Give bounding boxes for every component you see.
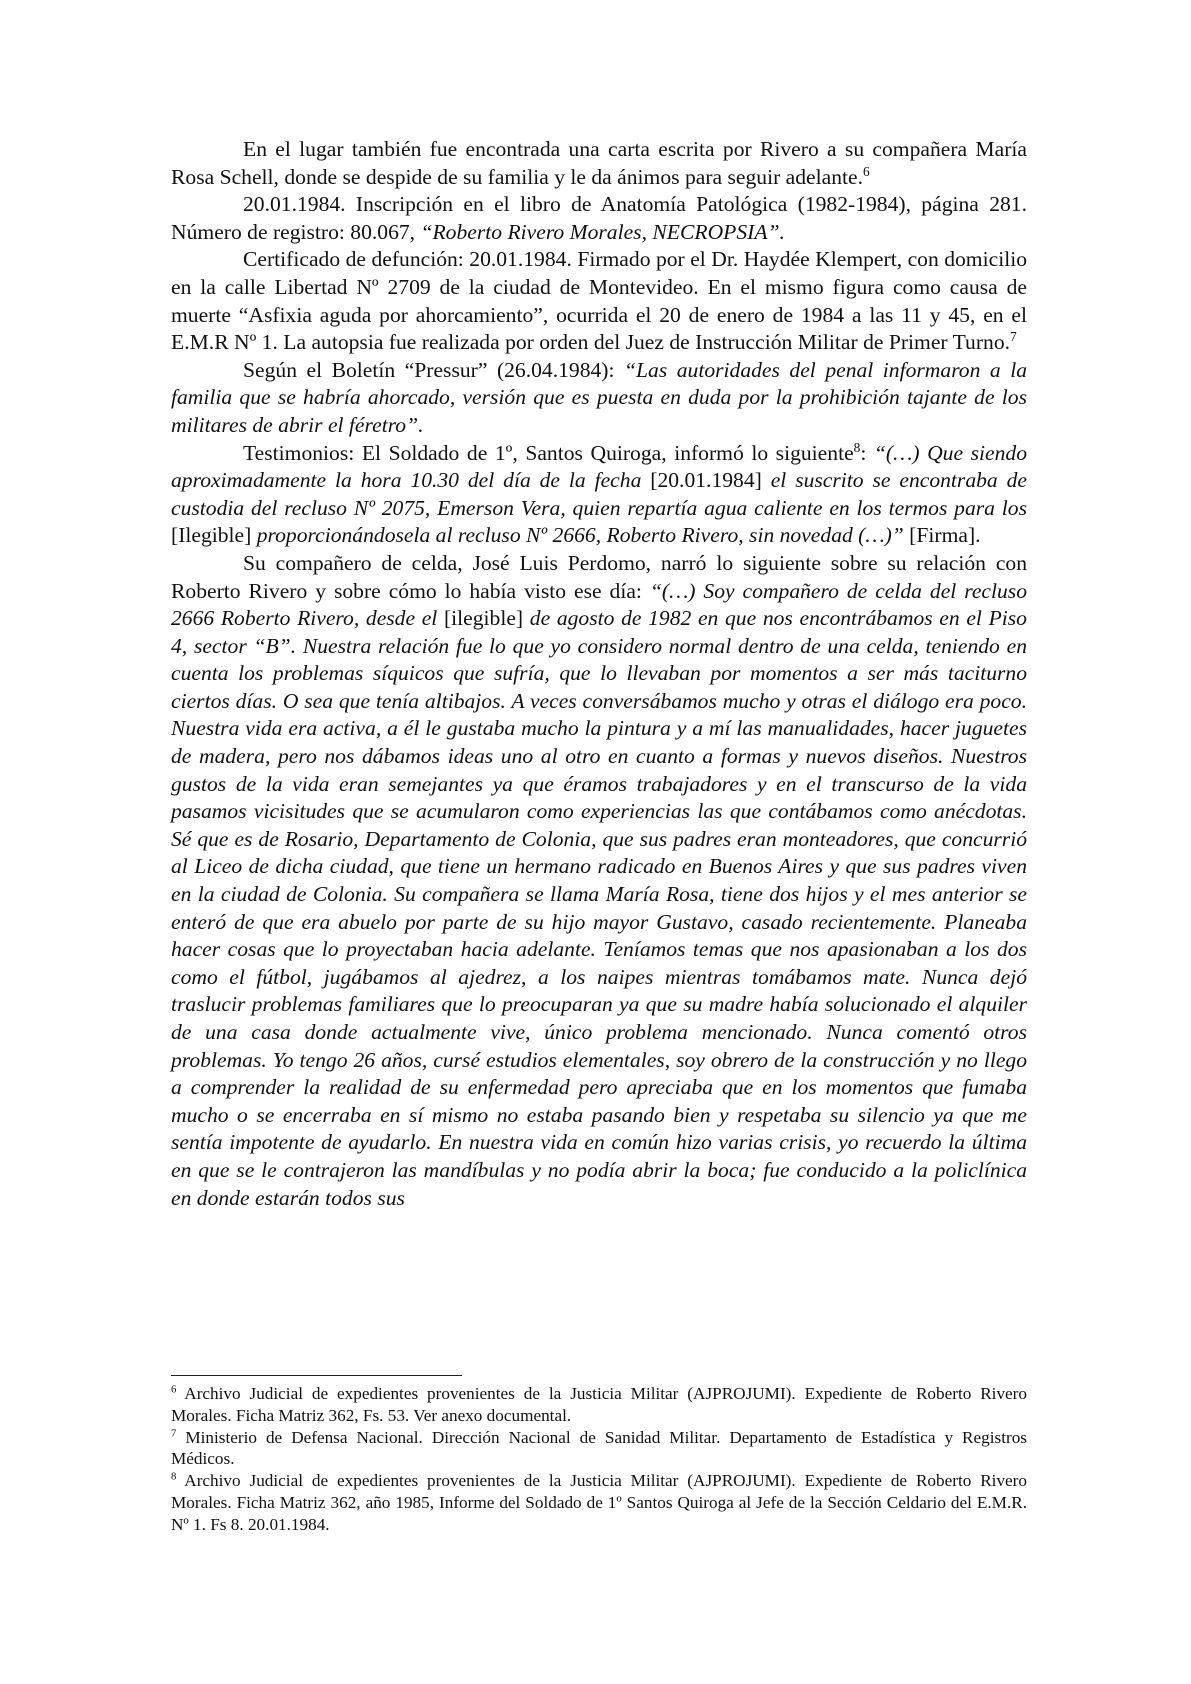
footnote bbox=[171, 1383, 1027, 1426]
footnote-number: 8 bbox=[171, 1471, 177, 1483]
footnotes bbox=[171, 1383, 1027, 1536]
footnote-text: Ministerio de Defensa Nacional. Dirección Nacional de Sanidad Militar. Departamento de Estadística y Registros Médicos. bbox=[171, 1427, 1027, 1469]
text-run: Testimonios: El Soldado de 1º, Santos Quiroga, informó lo siguiente bbox=[243, 440, 854, 465]
text-run: Certificado de defunción: 20.01.1984. Firmado por el Dr. Haydée Klempert, con domicilio en la calle Libertad Nº 2709 de la ciudad de Montevideo. En el mismo figura como causa de muerte “Asfixia aguda por ahorcamiento”, ocurrida el 20 de enero de 1984 a las 11 y 45, en el E.M.R Nº 1. La autopsia fue realizada por orden del Juez de Instrucción Militar de Primer Turno. bbox=[171, 247, 1027, 355]
text-run: [Firma]. bbox=[903, 523, 981, 548]
text-run: [20.01.1984] bbox=[641, 468, 771, 493]
quoted-text: “Roberto Rivero Morales, NECROPSIA”. bbox=[420, 219, 785, 244]
footnote-number: 6 bbox=[171, 1384, 177, 1396]
text-run: [ilegible] bbox=[437, 606, 530, 631]
quoted-text: “(…) Soy compañero de celda del recluso 2666 Roberto Rivero, desde el bbox=[171, 578, 1027, 631]
paragraph bbox=[171, 550, 1027, 1212]
footnote-ref: 8 bbox=[853, 439, 861, 455]
footnote-number: 7 bbox=[171, 1427, 177, 1439]
quoted-text: el suscrito se encontraba de custodia del recluso Nº 2075, Emerson Vera, quien repartía agua caliente en los termos para los bbox=[171, 468, 1027, 520]
footnote-text: Archivo Judicial de expedientes provenientes de la Justicia Militar (AJPROJUMI). Expediente de Roberto Rivero Morales. Ficha Matriz 362, Fs. 53. Ver anexo documental. bbox=[171, 1384, 1027, 1425]
footnote bbox=[171, 1427, 1027, 1470]
body-text bbox=[171, 136, 1027, 1212]
footnote bbox=[171, 1470, 1027, 1535]
text-run: Según el Boletín “Pressur” (26.04.1984): bbox=[243, 357, 625, 382]
paragraph bbox=[171, 191, 1027, 246]
footnote-ref: 6 bbox=[863, 163, 870, 179]
footnote-text: Archivo Judicial de expedientes provenientes de la Justicia Militar (AJPROJUMI). Expediente de Roberto Rivero Morales. Ficha Matriz 362, año 1985, Informe del Soldado de 1º Santos Quiroga al Jefe de la Sección Celdario del E.M.R. Nº 1. Fs 8. 20.01.1984. bbox=[171, 1471, 1027, 1534]
text-run: [Ilegible] bbox=[171, 523, 257, 548]
paragraph bbox=[171, 246, 1027, 356]
footnote-separator bbox=[171, 1375, 462, 1376]
quoted-text: de agosto de 1982 en que nos encontrábamos en el Piso 4, sector “B”. Nuestra relación fue lo que yo considero normal dentro de una celda, teniendo en cuenta los problemas síquicos que sufría, que lo llevaban por momentos a ser más taciturno ciertos días. O sea que tenía altibajos. A veces conversábamos mucho y otras el diálogo era poco. Nuestra vida era activa, a él le gustaba mucho la pintura y a mí las manualidades, hacer juguetes de madera, pero nos dábamos ideas uno al otro en cuanto a formas y nuevos diseños. Nuestros gustos de la vida eran semejantes ya que éramos trabajadores y en el transcurso de la vida pasamos vicisitudes que se acumularon como experiencias las que contábamos como anécdotas. Sé que es de Rosario, Departamento de Colonia, que sus padres eran monteadores, que concurrió al Liceo de dicha ciudad, que tiene un hermano radicado en Buenos Aires y que sus padres viven en la ciudad de Colonia. Su compañera se llama María Rosa, tiene dos hijos y el mes anterior se enteró de que era abuelo por parte de su hijo mayor Gustavo, casado recientemente. Planeaba hacer cosas que lo proyectaban hacia adelante. Teníamos temas que nos apasionaban a los dos como el fútbol, jugábamos al ajedrez, a los naipes mientras tomábamos mate. Nunca dejó traslucir problemas familiares que lo preocuparan ya que su madre había solucionado el alquiler de una casa donde actualmente vive, único problema mencionado. Nunca comentó otros problemas. Yo tengo 26 años, cursé estudios elementales, soy obrero de la construcción y no llego a comprender la realidad de su enfermedad pero apreciaba que en los momentos que fumaba mucho o se encerraba en sí mismo no estaba pasando bien y respetaba su silencio ya que me sentía impotente de ayudarlo. En nuestra vida en común hizo varias crisis, yo recuerdo la última en que se le contrajeron las mandíbulas y no podía abrir la boca; fue conducido a la policlínica en donde estarán todos sus bbox=[171, 606, 1027, 1210]
text-run: Su compañero de celda, José Luis Perdomo, narró lo siguiente sobre su relación con Roberto Rivero y sobre cómo lo había visto ese día: bbox=[171, 550, 1027, 603]
text-run: : bbox=[860, 440, 874, 465]
text-run: 20.01.1984. Inscripción en el libro de Anatomía Patológica (1982-1984), página 281. Número de registro: 80.067, bbox=[171, 192, 1027, 244]
quoted-text: “Las autoridades del penal informaron a la familia que se habría ahorcado, versión que es puesta en duda por la prohibición tajante de los militares de abrir el féretro”. bbox=[171, 357, 1028, 437]
paragraph bbox=[171, 357, 1027, 440]
quoted-text: proporcionándosela al recluso Nº 2666, Roberto Rivero, sin novedad (…)” bbox=[256, 523, 904, 548]
footnote-ref: 7 bbox=[1010, 328, 1017, 344]
paragraph bbox=[171, 440, 1027, 550]
quoted-text: “(…) Que siendo aproximadamente la hora 10.30 del día de la fecha bbox=[171, 440, 1027, 493]
paragraph bbox=[171, 136, 1027, 191]
text-run: En el lugar también fue encontrada una carta escrita por Rivero a su compañera María Rosa Schell, donde se despide de su familia y le da ánimos para seguir adelante. bbox=[171, 137, 1027, 189]
